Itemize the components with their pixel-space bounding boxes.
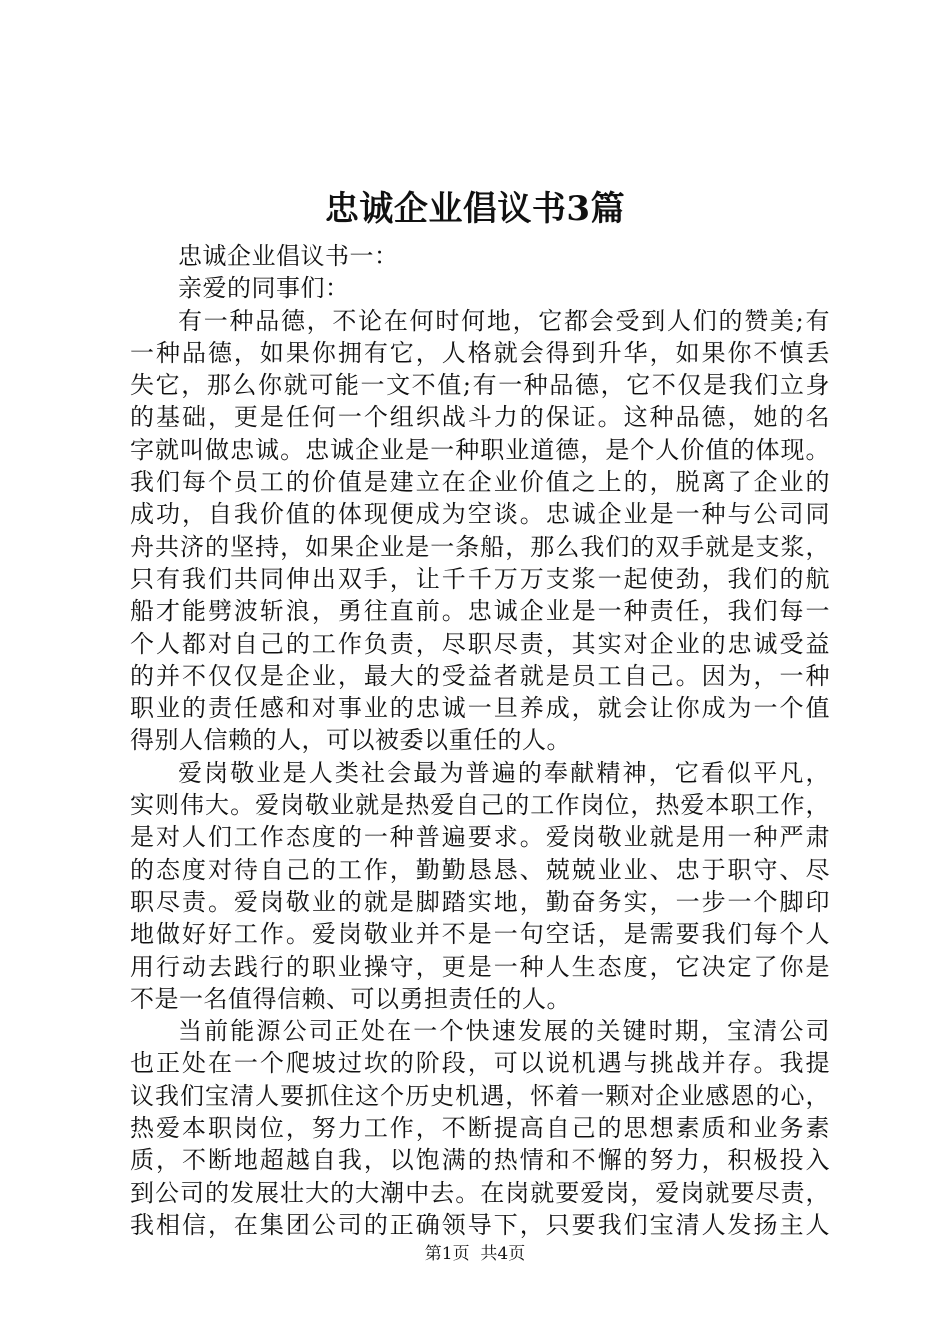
text-line: 个人都对自己的工作负责，尽职尽责，其实对企业的忠诚受益: [130, 629, 830, 658]
text-line: 成功，自我价值的体现便成为空谈。忠诚企业是一种与公司同: [130, 500, 830, 529]
text-line: 议我们宝清人要抓住这个历史机遇，怀着一颗对企业感恩的心，: [130, 1081, 830, 1110]
text-line: 到公司的发展壮大的大潮中去。在岗就要爱岗，爱岗就要尽责，: [130, 1178, 830, 1207]
text-line: 用行动去践行的职业操守，更是一种人生态度，它决定了你是: [130, 952, 830, 981]
text-line: 实则伟大。爱岗敬业就是热爱自己的工作岗位，热爱本职工作，: [130, 791, 830, 820]
text-line: 也正处在一个爬坡过坎的阶段，可以说机遇与挑战并存。我提: [130, 1049, 830, 1078]
text-line: 热爱本职岗位，努力工作，不断提高自己的思想素质和业务素: [130, 1114, 830, 1143]
text-line: 是对人们工作态度的一种普遍要求。爱岗敬业就是用一种严肃: [130, 823, 830, 852]
text-line: 有一种品德，不论在何时何地，它都会受到人们的赞美;有: [178, 306, 830, 335]
text-line: 得别人信赖的人，可以被委以重任的人。: [130, 726, 571, 755]
text-line: 爱岗敬业是人类社会最为普遍的奉献精神，它看似平凡，: [178, 758, 830, 787]
document-title: 忠诚企业倡议书3篇: [324, 189, 626, 229]
document-body: [130, 240, 830, 1241]
text-line: 我相信，在集团公司的正确领导下，只要我们宝清人发扬主人: [130, 1210, 830, 1239]
text-line: 亲爱的同事们：: [178, 274, 350, 303]
text-line: 舟共济的坚持，如果企业是一条船，那么我们的双手就是支浆，: [130, 532, 830, 561]
text-line: 的并不仅仅是企业，最大的受益者就是员工自己。因为，一种: [130, 661, 830, 690]
text-line: 我们每个员工的价值是建立在企业价值之上的，脱离了企业的: [130, 468, 830, 497]
text-line: 的基础，更是任何一个组织战斗力的保证。这种品德，她的名: [130, 403, 830, 432]
text-line: 一种品德，如果你拥有它，人格就会得到升华，如果你不慎丢: [130, 338, 830, 367]
text-line: 职业的责任感和对事业的忠诚一旦养成，就会让你成为一个值: [130, 694, 830, 723]
text-line: 忠诚企业倡议书一：: [178, 242, 399, 270]
text-line: 地做好好工作。爱岗敬业并不是一句空话，是需要我们每个人: [130, 920, 830, 949]
text-line: 的态度对待自己的工作，勤勤恳恳、兢兢业业、忠于职守、尽: [130, 855, 830, 884]
text-line: 船才能劈波斩浪，勇往直前。忠诚企业是一种责任，我们每一: [130, 597, 830, 626]
text-line: 质，不断地超越自我，以饱满的热情和不懈的努力，积极投入: [130, 1146, 830, 1175]
text-line: 失它，那么你就可能一文不值;有一种品德，它不仅是我们立身: [130, 371, 830, 400]
text-line: 不是一名值得信赖、可以勇担责任的人。: [130, 984, 571, 1013]
text-line: 职尽责。爱岗敬业的就是脚踏实地，勤奋务实，一步一个脚印: [130, 887, 830, 916]
page-number: 第1页: [424, 1244, 470, 1264]
page-footer: [0, 1242, 950, 1266]
text-line: 当前能源公司正处在一个快速发展的关键时期，宝清公司: [178, 1017, 830, 1046]
text-line: 字就叫做忠诚。忠诚企业是一种职业道德，是个人价值的体现。: [130, 435, 830, 464]
text-line: 只有我们共同伸出双手，让千千万万支浆一起使劲，我们的航: [130, 564, 830, 593]
page-total: 共4页: [480, 1244, 526, 1264]
